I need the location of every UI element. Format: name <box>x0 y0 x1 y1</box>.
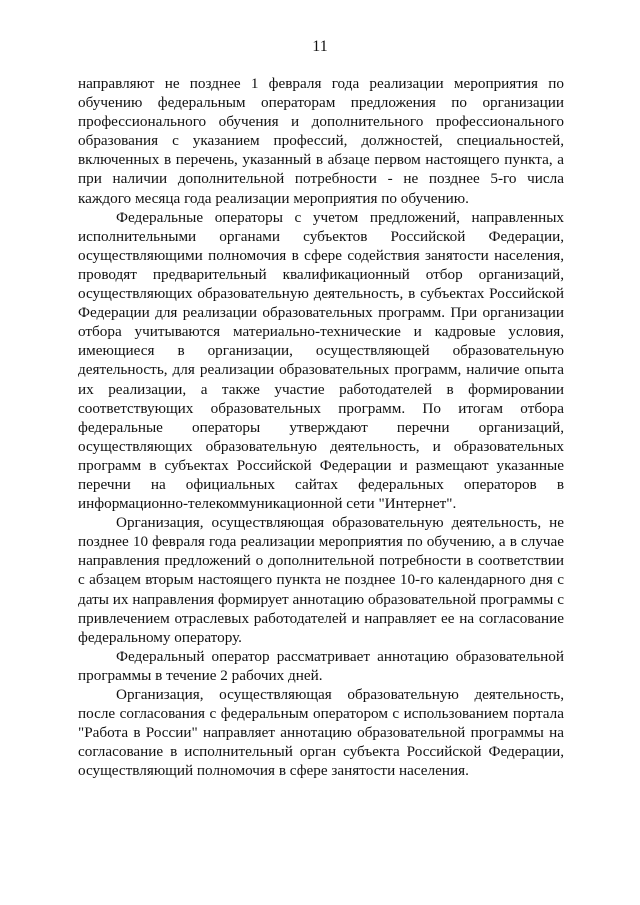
page-number: 11 <box>312 38 328 55</box>
document-body <box>78 74 564 780</box>
paragraph-1: направляют не позднее 1 февраля года реализации мероприятия по обучению федеральным операторам предложения по организации профессионального обучения и дополнительного профессионального образования с указанием профессий, должностей, специальностей, включенных в перечень, указанный в абзаце первом настоящего пункта, а при наличии дополнительной потребности - не позднее 5-го числа каждого месяца года реализации мероприятия по обучению. <box>78 75 564 207</box>
paragraph-3: Организация, осуществляющая образовательную деятельность, не позднее 10 февраля года реализации мероприятия по обучению, а в случае направления предложений о дополнительной потребности в соответствии с абзацем вторым настоящего пункта не позднее 10-го календарного дня с даты их направления формирует аннотацию образовательной программы с привлечением отраслевых работодателей и направляет ее на согласование федеральному оператору. <box>78 514 564 646</box>
paragraph-5: Организация, осуществляющая образовательную деятельность, после согласования с федеральным оператором с использованием портала "Работа в России" направляет аннотацию образовательной программы на согласование в исполнительный орган субъекта Российской Федерации, осуществляющий полномочия в сфере занятости населения. <box>78 686 564 780</box>
paragraph-4: Федеральный оператор рассматривает аннотацию образовательной программы в течение 2 рабочих дней. <box>78 647 564 684</box>
paragraph-2: Федеральные операторы с учетом предложений, направленных исполнительными органами субъектов Российской Федерации, осуществляющими полномочия в сфере содействия занятости населения, проводят предварительный квалификационный отбор организаций, осуществляющих образовательную деятельность, в субъектах Российской Федерации для реализации образовательных программ. При организации отбора учитываются материально-технические и кадровые условия, имеющиеся в организации, осуществляющей образовательную деятельность, для реализации образовательных программ, наличие опыта их реализации, а также участие работодателей в формировании соответствующих образовательных программ. По итогам отбора федеральные операторы утверждают перечни организаций, осуществляющих образовательную деятельность, и образовательных программ в субъектах Российской Федерации и размещают указанные перечни на официальных сайтах федеральных операторов в информационно-телекоммуникационной сети "Интернет". <box>78 208 564 513</box>
